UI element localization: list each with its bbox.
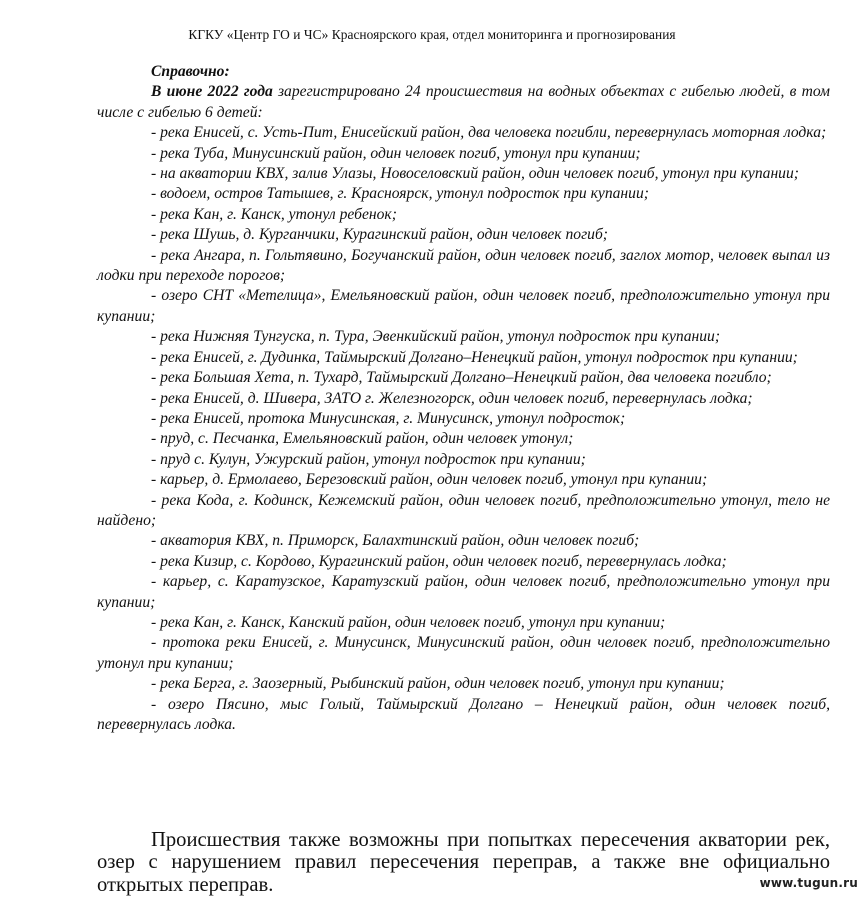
incident-summary-block [97,62,830,735]
incident-item: - на акватории КВХ, залив Улазы, Новоселовский район, один человек погиб, утонул при купании; [151,165,799,183]
summary-text: зарегистрировано 24 происшествия на водных объектах с гибелью людей, в том числе с гибелью 6 детей: [97,83,830,121]
incident-item: - река Кан, г. Канск, утонул ребенок; [151,205,397,223]
closing-paragraph: Происшествия также возможны при попытках пересечения акватории рек, озер с нарушением правил пересечения переправ, а также вне официально открытых переправ. [97,829,830,896]
incident-item: - пруд с. Кулун, Ужурский район, утонул подросток при купании; [151,450,586,468]
incident-item: - озеро Пясино, мыс Голый, Таймырский Долгано – Ненецкий район, один человек погиб, перевернулась лодка. [97,695,830,733]
summary-period: В июне 2022 года [151,83,273,101]
incident-item: - река Ангара, п. Гольтявино, Богучанский район, один человек погиб, заглох мотор, человек выпал из лодки при переходе порогов; [97,246,830,285]
incident-item: - река Енисей, с. Усть-Пит, Енисейский район, два человека погибли, перевернулась моторная лодка; [151,124,827,142]
incident-item: - пруд, с. Песчанка, Емельяновский район, один человек утонул; [151,430,574,448]
incident-item: - карьер, с. Каратузское, Каратузский район, один человек погиб, предположительно утонул при купании; [97,573,830,611]
incident-item: - река Шушь, д. Курганчики, Курагинский район, один человек погиб; [151,226,608,244]
incident-item: - карьер, д. Ермолаево, Березовский район, один человек погиб, утонул при купании; [151,471,708,489]
incident-item: - река Енисей, д. Шивера, ЗАТО г. Железногорск, один человек погиб, перевернулась лодка; [151,389,753,407]
incident-item: - река Большая Хета, п. Тухард, Таймырский Долгано–Ненецкий район, два человека погибло; [151,369,772,387]
incident-list [97,123,830,735]
incident-item: - река Кан, г. Канск, Канский район, один человек погиб, утонул при купании; [151,613,666,631]
incident-item: - озеро СНТ «Метелица», Емельяновский район, один человек погиб, предположительно утонул при купании; [97,287,830,325]
summary-paragraph [97,82,830,123]
document-header: КГКУ «Центр ГО и ЧС» Красноярского края, отдел мониторинга и прогнозирования [188,27,676,42]
incident-item: - река Енисей, протока Минусинская, г. Минусинск, утонул подросток; [151,409,626,427]
incident-item: - протока реки Енисей, г. Минусинск, Минусинский район, один человек погиб, предположительно утонул при купании; [97,634,830,672]
incident-item: - река Кизир, с. Кордово, Курагинский район, один человек погиб, перевернулась лодка; [151,552,727,570]
incident-item: - река Енисей, г. Дудинка, Таймырский Долгано–Ненецкий район, утонул подросток при купании; [151,348,798,366]
incident-item: - акватория КВХ, п. Приморск, Балахтинский район, один человек погиб; [151,532,640,550]
incident-item: - река Кода, г. Кодинск, Кежемский район, один человек погиб, предположительно утонул, тело не найдено; [97,491,830,529]
incident-item: - водоем, остров Татышев, г. Красноярск, утонул подросток при купании; [151,185,649,203]
incident-item: - река Туба, Минусинский район, один человек погиб, утонул при купании; [151,144,641,162]
note-label: Справочно: [151,63,230,80]
watermark: www.tugun.ru [759,876,858,890]
incident-item: - река Нижняя Тунгуска, п. Тура, Эвенкийский район, утонул подросток при купании; [151,328,721,346]
incident-item: - река Берга, г. Заозерный, Рыбинский район, один человек погиб, утонул при купании; [151,675,725,693]
